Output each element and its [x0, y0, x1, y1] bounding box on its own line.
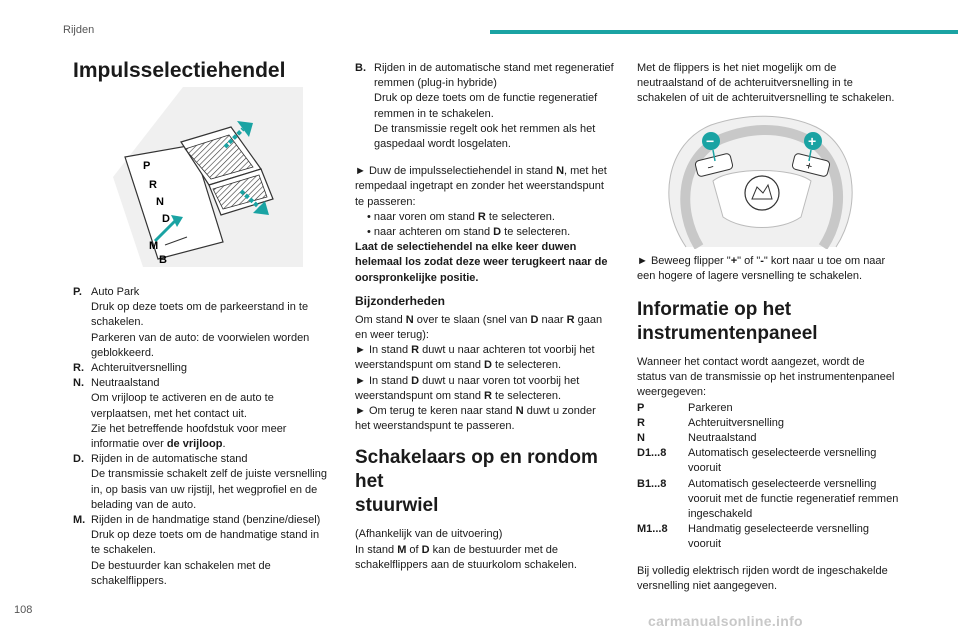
steering-text [355, 527, 625, 573]
text-run: " of " [737, 254, 761, 267]
flipper-intro [637, 61, 905, 107]
status-list [637, 401, 905, 553]
brand-emblem [745, 176, 779, 210]
text-run: Om stand [355, 313, 406, 326]
intro-line: Met de flippers is het niet mogelijk om de [637, 62, 837, 74]
item-key-d: D. [73, 453, 84, 466]
item-line: Druk op deze toets om de functie regeneratief [374, 92, 598, 105]
instruction-line: rempedaal ingetrapt en zonder het weerstandspunt [355, 180, 604, 193]
section-title-impuls: Impulsselectiehendel [73, 59, 286, 82]
gear-selector-illustration [113, 87, 335, 267]
item-line: Rijden in de handmatige stand (benzine/diesel) [91, 514, 321, 527]
intro-line: weergegeven: [637, 386, 707, 399]
special-line: en weer terug): [355, 329, 429, 342]
text-run: N [405, 313, 414, 326]
heading-line: Schakelaars op en rondom het [355, 447, 598, 493]
release-warning [355, 240, 625, 286]
text-run: weerstandspunt om stand [355, 359, 485, 372]
item-text-d [91, 452, 335, 513]
instruction-line: een hogere of lagere versnelling te schakelen. [637, 269, 863, 282]
text-run: " kort naar u toe om naar [763, 254, 886, 267]
bullet-item [367, 210, 625, 225]
subheading-special: Bijzonderheden [355, 293, 446, 308]
paddle-plus-label: + [804, 159, 814, 173]
intro-line: status van de transmissie op het instrumentenpaneel [637, 371, 895, 384]
electric-note [637, 564, 905, 594]
status-line: Neutraalstand [688, 432, 757, 445]
status-line: Parkeren [688, 401, 733, 414]
item-key-r: R. [73, 362, 84, 375]
status-key-r: R [637, 416, 645, 429]
item-key-m: M. [73, 514, 86, 527]
status-intro [637, 355, 905, 401]
text-run: D [421, 543, 430, 556]
item-line [91, 437, 335, 452]
text-run: kan de bestuurder met de [429, 543, 559, 556]
note-line: Bij volledig elektrisch rijden wordt de ingeschakelde [637, 564, 888, 577]
status-key-d: D1...8 [637, 447, 667, 460]
gear-letter-r: R [149, 179, 157, 191]
header-accent-bar [490, 30, 958, 34]
item-line: Auto Park [91, 286, 140, 298]
intro-line: Wanneer het contact wordt aangezet, wordt de [637, 356, 865, 369]
text-run: duwt u zonder [523, 405, 596, 418]
item-line: belading van de auto. [91, 498, 197, 511]
section-title-steering-switches [355, 446, 625, 518]
gear-letter-m: M [149, 240, 159, 252]
special-line [355, 374, 625, 389]
text-run: over te slaan (snel van [413, 313, 531, 326]
text-run: R [484, 389, 492, 402]
status-key-b: B1...8 [637, 477, 667, 490]
item-line: Rijden in de automatische stand met regeneratief [374, 62, 614, 74]
status-key-m: M1...8 [637, 523, 668, 536]
text-run: , met het [564, 165, 607, 178]
text-run: R [411, 344, 420, 357]
item-key-p: P. [73, 286, 82, 298]
status-text [688, 401, 905, 416]
status-key-n: N [637, 432, 645, 445]
text-run: naar voren om stand [373, 210, 478, 223]
watermark: carmanualsonline.info [648, 613, 803, 629]
item-line: in, op basis van uw rijstijl, het wegprofiel en de [91, 483, 318, 496]
item-line: schakelflippers. [91, 574, 167, 587]
steering-wheel-illustration [651, 113, 905, 249]
status-line: vooruit [688, 538, 722, 551]
text-run: + [730, 254, 738, 267]
item-key-n: N. [73, 377, 84, 390]
item-text-b [374, 61, 625, 152]
text-run: . [222, 438, 226, 451]
text-run: Beweeg flipper " [650, 254, 731, 267]
text-run: te selecteren. [491, 389, 562, 402]
status-text [688, 416, 905, 431]
text-run: R [566, 313, 575, 326]
section-title-instrument-panel [637, 298, 905, 346]
status-text [688, 522, 905, 552]
item-text-p [91, 285, 335, 361]
status-line: Automatisch geselecteerde versnelling [688, 477, 877, 490]
item-line: Druk op deze toets om de parkeerstand in te [91, 301, 309, 314]
text-run: D [530, 313, 539, 326]
text-run: Duw de impulsselectiehendel in stand [368, 165, 557, 178]
status-text [688, 477, 905, 523]
item-text-n [91, 376, 335, 452]
item-line: Zie het betreffende hoofdstuk voor meer [91, 422, 287, 435]
item-line: schakelen. [91, 316, 144, 329]
text-run: duwt u naar voren tot voorbij het [419, 374, 580, 387]
flipper-line [355, 543, 625, 558]
special-line: het weerstandspunt te passeren. [355, 420, 515, 433]
special-line [355, 389, 625, 404]
warning-line: Laat de selectiehendel na elke keer duwen [355, 241, 577, 254]
text-run: informatie over [91, 438, 167, 451]
text-run: Om terug te keren naar stand [368, 405, 516, 418]
text-run: gaan [574, 313, 603, 326]
heading-line: Informatie op het [637, 299, 792, 321]
status-line: vooruit [688, 462, 722, 475]
special-cases [355, 313, 625, 435]
text-run: naar achteren om stand [373, 226, 494, 239]
instruction-line: te passeren: [355, 195, 416, 208]
gear-selector-drawing [113, 87, 303, 267]
gear-position-list [73, 285, 335, 589]
note-line: versnelling niet aangegeven. [637, 579, 778, 592]
text-run: duwt u naar achteren tot voorbij het [419, 344, 595, 357]
item-b [355, 61, 625, 152]
gear-letter-n: N [156, 196, 164, 208]
item-line: De transmissie schakelt zelf de juiste versnelling [91, 468, 327, 481]
item-text-m [91, 513, 335, 589]
text-run: R [477, 210, 486, 223]
text-run: te selecteren. [485, 210, 555, 223]
flipper-instruction [637, 254, 905, 284]
status-line: ingeschakeld [688, 508, 753, 521]
text-run: N [556, 165, 565, 178]
status-key-p: P [637, 401, 645, 414]
intro-line: neutraalstand of de achteruitversnelling in te [637, 77, 853, 90]
intro-line: schakelen of uit de achteruitversnelling te schakelen. [637, 92, 895, 105]
column-driving-modes [355, 58, 625, 573]
item-line: Om vrijloop te activeren en de auto te [91, 392, 274, 405]
gear-letter-d: D [162, 213, 170, 225]
paddle-minus-label: − [706, 160, 716, 175]
special-line [355, 404, 625, 419]
item-line: Rijden in de automatische stand [91, 453, 248, 466]
text-run: N [515, 405, 524, 418]
heading-line: stuurwiel [355, 495, 439, 517]
text-run: weerstandspunt om stand [355, 389, 485, 402]
steering-wheel-drawing [651, 113, 871, 249]
item-line: Achteruitversnelling [91, 362, 187, 375]
item-line: remmen in te schakelen. [374, 107, 494, 120]
item-line: De transmissie regelt ook het remmen als het [374, 122, 596, 135]
variant-note: (Afhankelijk van de uitvoering) [355, 528, 503, 541]
push-instruction [355, 164, 625, 286]
item-line: te schakelen. [91, 544, 156, 557]
item-text-r [91, 361, 335, 376]
special-line [355, 313, 625, 328]
status-text [688, 431, 905, 446]
item-line: gaspedaal wordt losgelaten. [374, 138, 511, 151]
page-number: 108 [14, 604, 33, 616]
item-line: remmen (plug-in hybride) [374, 77, 497, 90]
flipper-line: schakelflippers aan de stuurkolom schakelen. [355, 558, 577, 571]
item-line: geblokkeerd. [91, 346, 154, 359]
special-line [355, 358, 625, 373]
column-instrument-panel [637, 58, 905, 594]
gear-letter-p: P [143, 160, 151, 172]
text-run: te selecteren. [491, 359, 562, 372]
bullet-item [367, 225, 625, 240]
item-key-b: B. [355, 62, 366, 74]
text-run: te selecteren. [501, 226, 571, 239]
text-run: D [484, 359, 492, 372]
instruction-line [355, 164, 625, 179]
text-run: In stand [368, 344, 412, 357]
text-run: - [760, 254, 764, 267]
text-run: of [406, 543, 422, 556]
item-line: De bestuurder kan schakelen met de [91, 559, 271, 572]
gear-letter-b: B [159, 254, 167, 266]
heading-line: instrumentenpaneel [637, 323, 818, 345]
section-label: Rijden [63, 24, 95, 36]
text-run: D [411, 374, 420, 387]
item-line: Parkeren van de auto: de voorwielen worden [91, 331, 310, 344]
special-line [355, 343, 625, 358]
text-run: naar [538, 313, 567, 326]
text-run: D [493, 226, 502, 239]
plus-indicator-label: + [808, 132, 817, 149]
warning-line: oorspronkelijke positie. [355, 271, 479, 284]
text-run: In stand [355, 543, 398, 556]
status-text [688, 446, 905, 476]
status-line: Achteruitversnelling [688, 416, 784, 429]
minus-indicator-label: − [706, 132, 715, 149]
link-freewheel: de vrijloop [166, 438, 223, 451]
item-line: verplaatsen, met het contact uit. [91, 407, 247, 420]
warning-line: helemaal los zodat deze weer terugkeert naar de [355, 256, 608, 269]
instruction-line [637, 254, 905, 269]
item-line: Druk op deze toets om de handmatige stand in [91, 529, 320, 542]
status-line: vooruit met de functie regeneratief remmen [688, 492, 899, 505]
text-run: In stand [368, 374, 412, 387]
status-line: Handmatig geselecteerde versnelling [688, 523, 869, 536]
status-line: Automatisch geselecteerde versnelling [688, 447, 877, 460]
item-line: Neutraalstand [91, 377, 160, 390]
column-gear-selector [73, 58, 335, 589]
bullet-list [355, 210, 625, 240]
text-run: M [397, 543, 407, 556]
